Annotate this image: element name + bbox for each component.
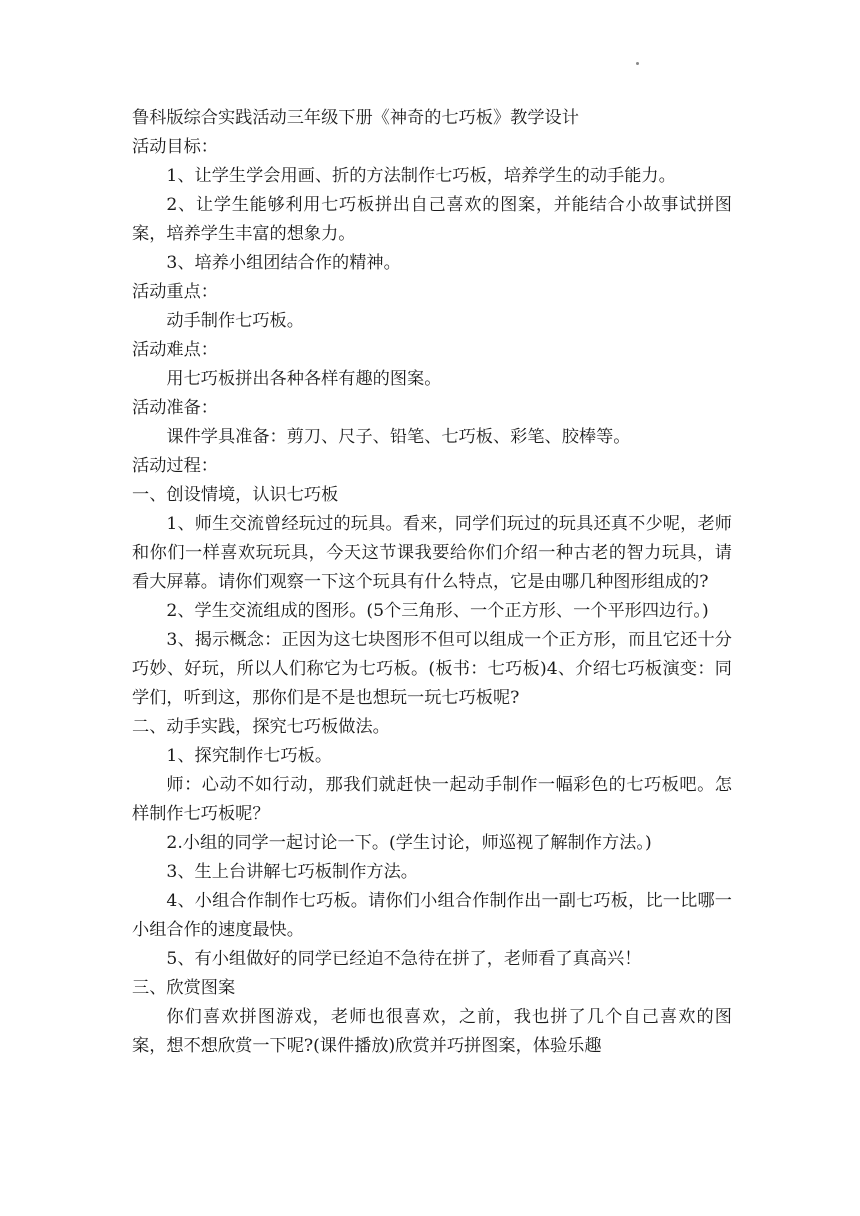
paragraph: 用七巧板拼出各种各样有趣的图案。: [166, 369, 442, 389]
paragraph: 课件学具准备：剪刀、尺子、铅笔、七巧板、彩笔、胶棒等。: [166, 427, 631, 447]
paragraph: 5、有小组做好的同学已经迫不急待在拼了，老师看了真高兴！: [166, 949, 642, 969]
paragraph: 三、欣赏图案: [132, 978, 236, 998]
paragraph: 活动过程：: [132, 456, 218, 476]
paragraph: 活动重点：: [132, 282, 218, 302]
paragraph: 4、小组合作制作七巧板。请你们小组合作制作出一副七巧板，比一比哪一小组合作的速度最快。: [132, 891, 732, 940]
document-title: 鲁科版综合实践活动三年级下册《神奇的七巧板》教学设计: [132, 108, 579, 128]
paragraph: 动手制作七巧板。: [166, 311, 304, 331]
paragraph-list: [132, 133, 732, 1061]
paragraph: 1、探究制作七巧板。: [166, 746, 333, 766]
paragraph: 2.小组的同学一起讨论一下。(学生讨论，师巡视了解制作方法。): [166, 833, 652, 853]
paragraph: 2、学生交流组成的图形。(5个三角形、一个正方形、一个平形四边行。): [166, 601, 709, 621]
paragraph: 3、培养小组团结合作的精神。: [166, 253, 401, 273]
paragraph: 二、动手实践，探究七巧板做法。: [132, 717, 390, 737]
paragraph: 活动难点：: [132, 340, 218, 360]
paragraph: 2、让学生能够利用七巧板拼出自己喜欢的图案，并能结合小故事试拼图案，培养学生丰富的想象力。: [132, 195, 732, 244]
paragraph: 你们喜欢拼图游戏，老师也很喜欢，之前，我也拼了几个自己喜欢的图案，想不想欣赏一下呢?(课件播放)欣赏并巧拼图案，体验乐趣: [132, 1007, 732, 1056]
paragraph: 3、生上台讲解七巧板制作方法。: [166, 862, 418, 882]
document-body: [132, 104, 732, 1061]
paragraph: 活动目标：: [132, 137, 218, 157]
page-mark: [636, 62, 639, 65]
paragraph: 活动准备：: [132, 398, 218, 418]
paragraph: 一、创设情境，认识七巧板: [132, 485, 339, 505]
paragraph: 1、让学生学会用画、折的方法制作七巧板，培养学生的动手能力。: [166, 166, 676, 186]
paragraph: 1、师生交流曾经玩过的玩具。看来，同学们玩过的玩具还真不少呢，老师和你们一样喜欢玩玩具，今天这节课我要给你们介绍一种古老的智力玩具，请看大屏幕。请你们观察一下这个玩具有什么特点，它是由哪几种图形组成的?: [132, 514, 732, 592]
paragraph: 师：心动不如行动，那我们就赶快一起动手制作一幅彩色的七巧板吧。怎样制作七巧板呢？: [132, 775, 732, 824]
paragraph: 3、揭示概念：正因为这七块图形不但可以组成一个正方形，而且它还十分巧妙、好玩，所以人们称它为七巧板。(板书：七巧板)4、介绍七巧板演变：同学们，听到这，那你们是不是也想玩一玩七巧板呢?: [132, 630, 732, 708]
